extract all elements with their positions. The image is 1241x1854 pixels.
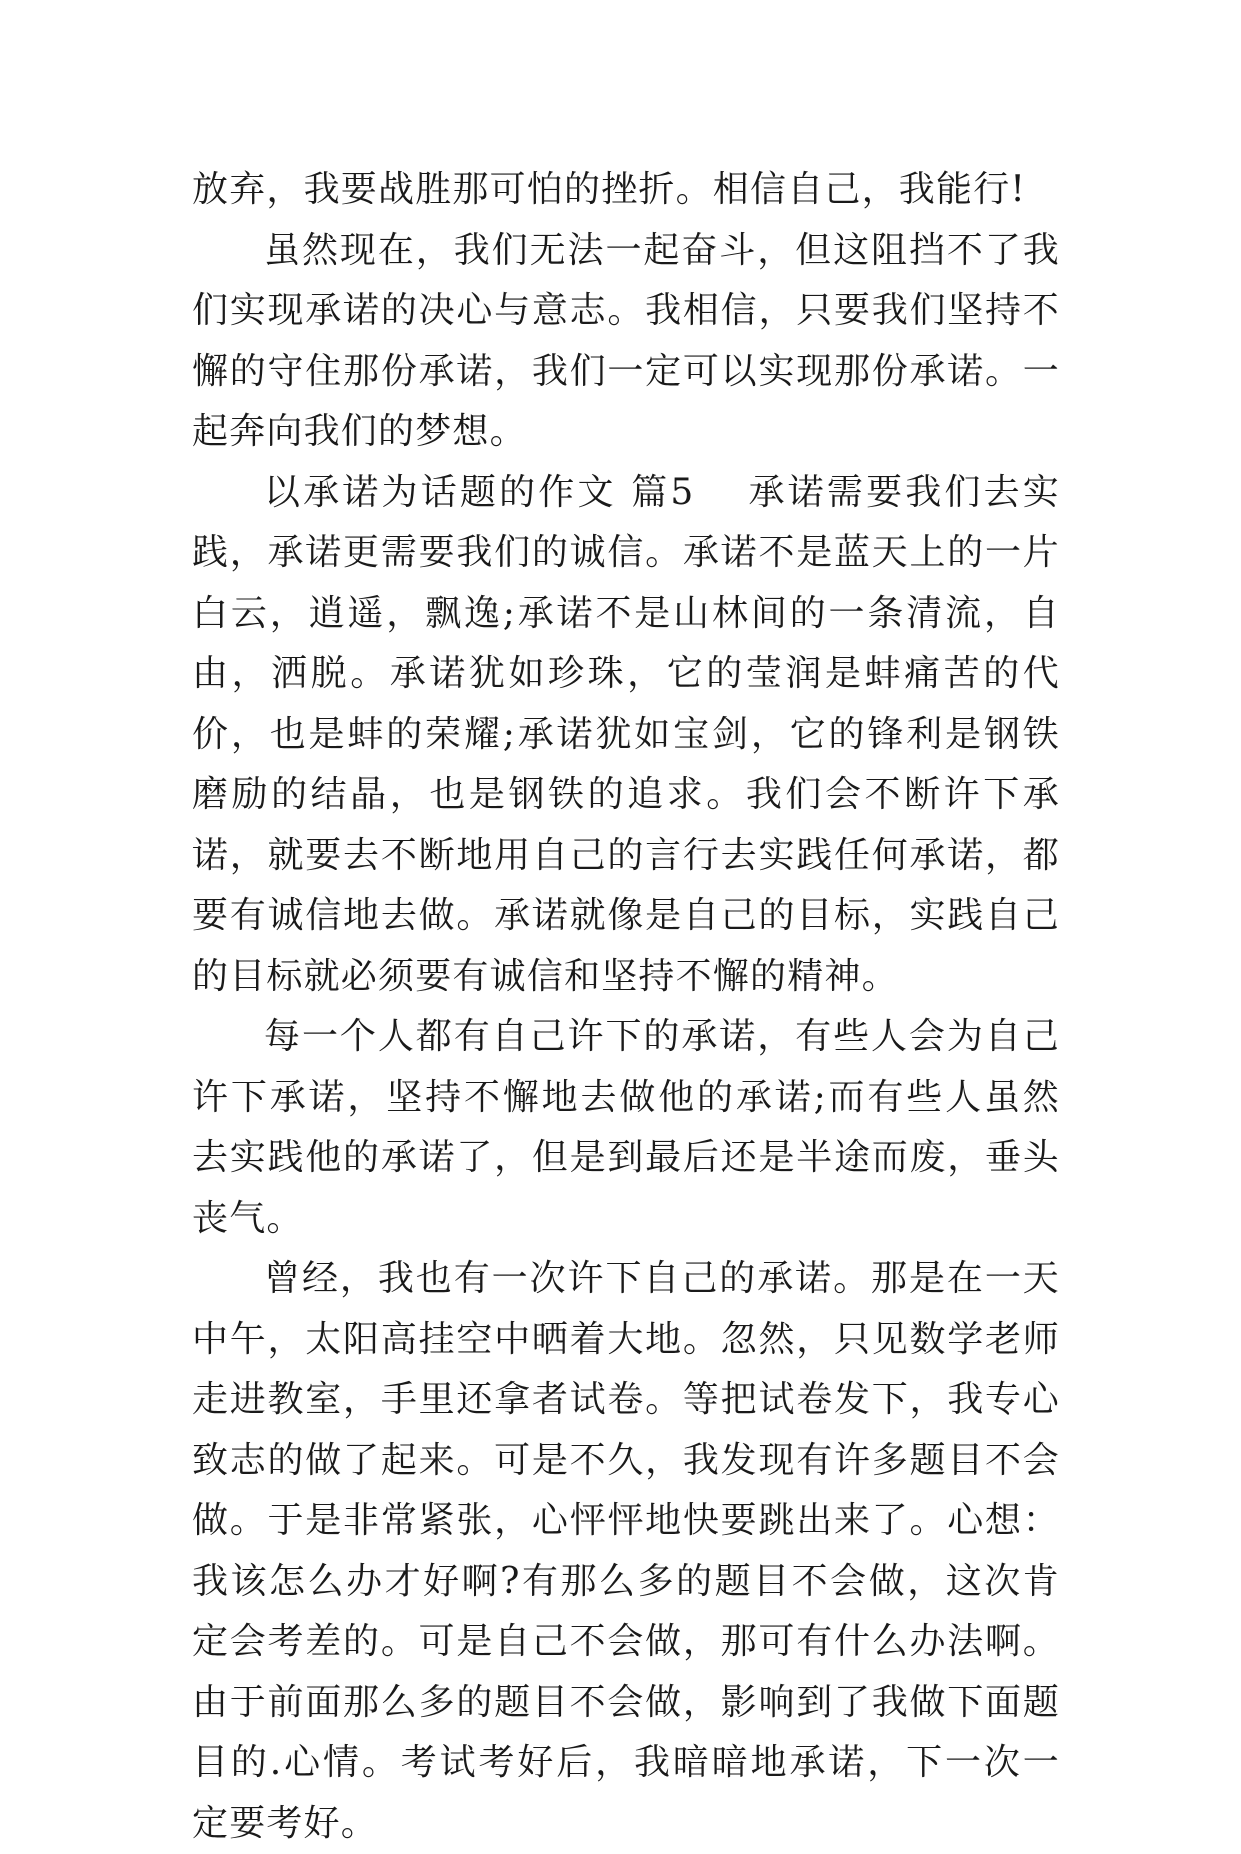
paragraph-4: 曾经，我也有一次许下自己的承诺。那是在一天中午，太阳高挂空中晒着大地。忽然，只见数学老师走进教室，手里还拿者试卷。等把试卷发下，我专心致志的做了起来。可是不久，我发现有许多题目不会做。于是非常紧张，心怦怦地快要跳出来了。心想：我该怎么办才好啊?有那么多的题目不会做，这次肯定会考差的。可是自己不会做，那可有什么办法啊。由于前面那么多的题目不会做，影响到了我做下面题目的.心情。考试考好后，我暗暗地承诺，下一次一定要考好。 [192, 1258, 1060, 1844]
essay-body [192, 160, 1060, 1854]
paragraph-3: 每一个人都有自己许下的承诺，有些人会为自己许下承诺，坚持不懈地去做他的承诺;而有些人虽然去实践他的承诺了，但是到最后还是半途而废，垂头丧气。 [192, 1016, 1060, 1239]
paragraph-0: 放弃，我要战胜那可怕的挫折。相信自己，我能行! [192, 169, 1027, 210]
paragraph-1: 虽然现在，我们无法一起奋斗，但这阻挡不了我们实现承诺的决心与意志。我相信，只要我们坚持不懈的守住那份承诺，我们一定可以实现那份承诺。一起奔向我们的梦想。 [192, 229, 1060, 452]
paragraph-2-text: 承诺需要我们去实践，承诺更需要我们的诚信。承诺不是蓝天上的一片白云，逍遥，飘逸;承诺不是山林间的一条清流，自由，洒脱。承诺犹如珍珠，它的莹润是蚌痛苦的代价，也是蚌的荣耀;承诺犹如宝剑，它的锋利是钢铁磨励的结晶，也是钢铁的追求。我们会不断许下承诺，就要去不断地用自己的言行去实践任何承诺，都要有诚信地去做。承诺就像是自己的目标，实践自己的目标就必须要有诚信和坚持不懈的精神。 [192, 471, 1060, 997]
paragraph-2 [192, 463, 1060, 1008]
section-heading: 以承诺为话题的作文 篇5 [264, 471, 695, 513]
